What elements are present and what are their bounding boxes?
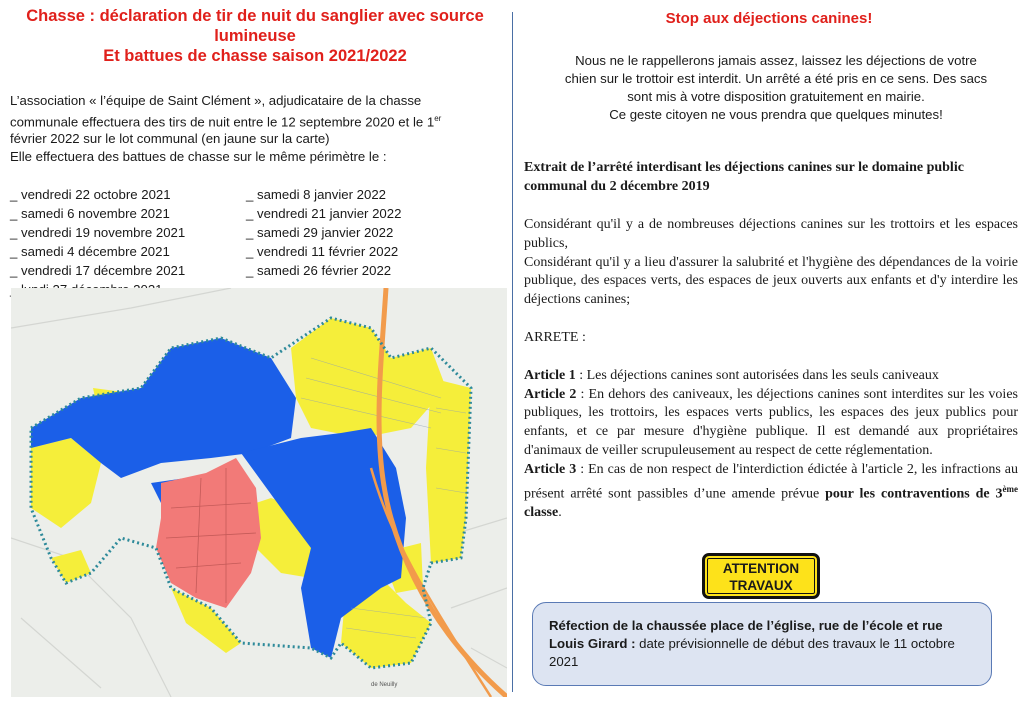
arrete-extract-title: Extrait de l’arrêté interdisant les déjections canines sur le domaine public communal du 2 décembre 2019	[524, 160, 964, 194]
chasse-title: Chasse : déclaration de tir de nuit du sanglier avec source lumineuse Et battues de chasse saison 2021/2022	[26, 7, 484, 65]
chasse-intro: L’association « l’équipe de Saint Clément », adjudicataire de la chasse communale effectuera des tirs de nuit entre le 12 septembre 2020 et le 1er février 2022 sur le lot communal (en jaune sur la carte) Elle effectuera des battues de chasse sur le même périmètre le :	[10, 93, 442, 164]
canines-intro: Nous ne le rappellerons jamais assez, laissez les déjections de votre chien sur le trottoir est interdit. Un arrêté a été pris en ce sens. Des sacs sont mis à votre disposition gratuitement en mairie. Ce geste citoyen ne vous prendra que quelques minutes!	[564, 53, 988, 122]
map-place-label: de Neuilly	[371, 682, 398, 688]
canines-title: Stop aux déjections canines!	[665, 10, 873, 27]
considerant-1: Considérant qu'il y a de nombreuses déjections canines sur les trottoirs et les espaces publics,	[524, 217, 1018, 251]
hunting-map	[11, 288, 507, 697]
travaux-notice: Réfection de la chaussée place de l’église, rue de l’école et rue Louis Girard : date prévisionnelle de début des travaux le 11 octobre 2021	[532, 602, 992, 686]
battue-date: _ vendredi 19 novembre 2021	[10, 225, 186, 240]
battue-dates-left	[10, 185, 185, 299]
battue-date: _ vendredi 21 janvier 2022	[246, 206, 402, 221]
battue-date: _ vendredi 22 octobre 2021	[10, 187, 171, 202]
article-2: Article 2 : En dehors des caniveaux, les déjections canines sont interdites sur les voies publiques, les trottoirs, les espaces verts publics, les espaces des jeux publics pour enfants, et ce par mesure d'hygiène publique. Il est demandé aux propriétaires d'animaux de veiller scrupuleusement au respect de cette réglementation.	[524, 386, 1018, 458]
canines-section	[514, 0, 1024, 709]
column-divider	[512, 12, 513, 692]
considerant-2: Considérant qu'il y a lieu d'assurer la salubrité et l'hygiène des dépendances de la voirie publique, des espaces verts, des espaces de jeux ouverts aux enfants et d'y interdire les déjections canines;	[524, 254, 1018, 308]
battue-date: _ samedi 29 janvier 2022	[246, 225, 394, 240]
attention-travaux-sign: ATTENTION TRAVAUX	[702, 553, 820, 599]
battue-dates-right	[246, 185, 401, 280]
battue-date: _ samedi 8 janvier 2022	[246, 187, 387, 202]
article-3: Article 3 : En cas de non respect de l'interdiction édictée à l'article 2, les infractions au présent arrêté sont passibles d’une amende prévue pour les contraventions de 3ème classe.	[524, 461, 1019, 521]
battue-date: _ samedi 4 décembre 2021	[10, 244, 170, 259]
arrete-heading: ARRETE :	[524, 329, 586, 345]
battue-date: _ samedi 26 février 2022	[246, 263, 392, 278]
battue-date: _ samedi 6 novembre 2021	[10, 206, 170, 221]
battue-date: _ vendredi 11 février 2022	[246, 244, 399, 259]
article-1: Article 1 : Les déjections canines sont autorisées dans les seuls caniveaux	[524, 367, 939, 383]
battue-date: _ vendredi 17 décembre 2021	[10, 263, 186, 278]
arrete-body	[524, 216, 1018, 523]
